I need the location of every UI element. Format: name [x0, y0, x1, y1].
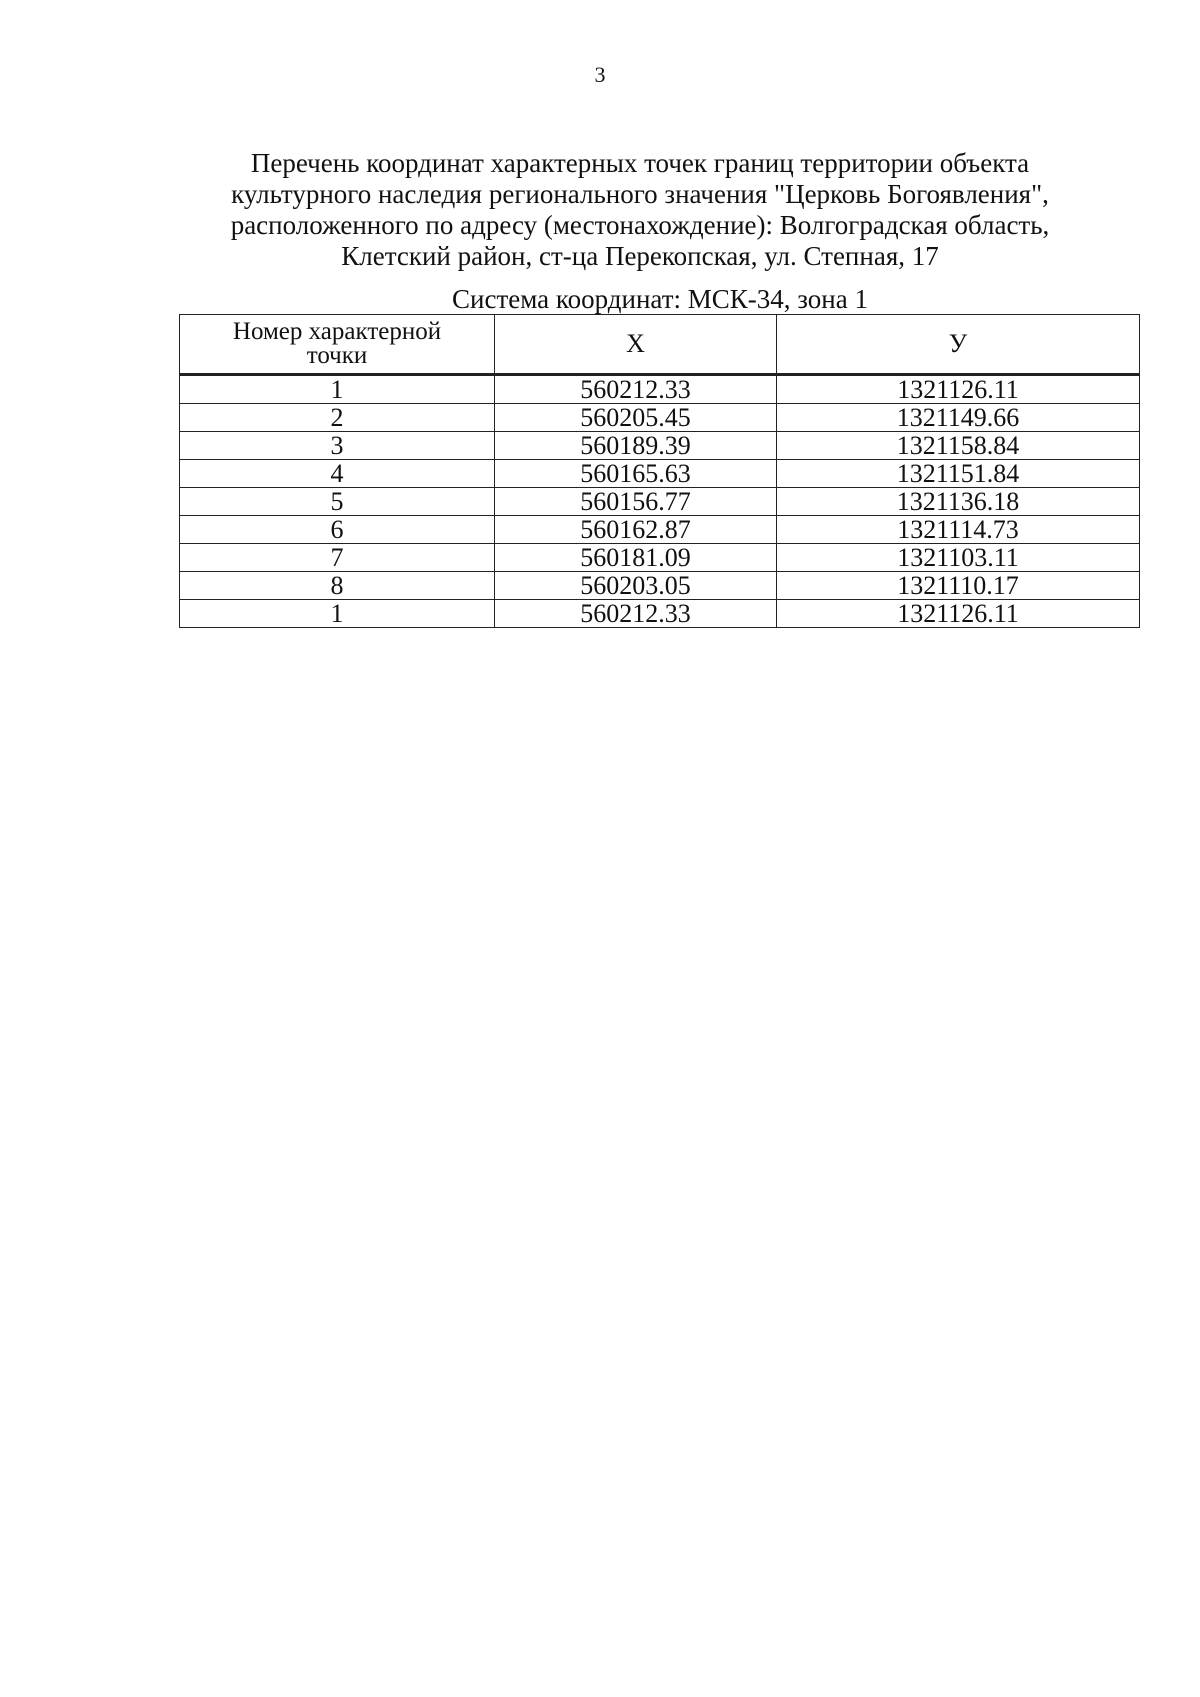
header-x: Х [495, 315, 777, 375]
y-coordinate-cell: 1321126.11 [777, 600, 1140, 628]
header-point-number [180, 315, 495, 375]
x-coordinate-cell: 560181.09 [495, 544, 777, 572]
y-coordinate-cell: 1321110.17 [777, 572, 1140, 600]
x-coordinate-cell: 560162.87 [495, 516, 777, 544]
point-number-cell: 7 [180, 544, 495, 572]
document-title [170, 148, 1110, 272]
x-coordinate-cell: 560203.05 [495, 572, 777, 600]
point-number-cell: 5 [180, 488, 495, 516]
coordinate-system-caption: Система координат: МСК-34, зона 1 [452, 284, 868, 314]
page-number: 3 [594, 62, 606, 87]
y-coordinate-cell: 1321151.84 [777, 460, 1140, 488]
y-coordinate-cell: 1321114.73 [777, 516, 1140, 544]
title-line: Перечень координат характерных точек границ территории объекта [250, 148, 1030, 178]
y-coordinate-cell: 1321126.11 [777, 375, 1140, 404]
table-row [180, 600, 1140, 628]
point-number-cell: 3 [180, 432, 495, 460]
table-row [180, 375, 1140, 404]
table-row [180, 488, 1140, 516]
x-coordinate-cell: 560156.77 [495, 488, 777, 516]
point-number-cell: 6 [180, 516, 495, 544]
header-y: У [777, 315, 1140, 375]
table-row [180, 572, 1140, 600]
y-coordinate-cell: 1321149.66 [777, 404, 1140, 432]
x-coordinate-cell: 560165.63 [495, 460, 777, 488]
table-row [180, 460, 1140, 488]
x-coordinate-cell: 560205.45 [495, 404, 777, 432]
header-point-number-line2: точки [306, 342, 368, 369]
table-row [180, 404, 1140, 432]
y-coordinate-cell: 1321103.11 [777, 544, 1140, 572]
table-row [180, 516, 1140, 544]
y-coordinate-cell: 1321158.84 [777, 432, 1140, 460]
coordinates-table [179, 314, 1140, 628]
point-number-cell: 1 [180, 375, 495, 404]
point-number-cell: 2 [180, 404, 495, 432]
table-header-row [180, 315, 1140, 375]
table-row [180, 432, 1140, 460]
title-line: расположенного по адресу (местонахождение): Волгоградская область, [230, 210, 1050, 240]
title-line: Клетский район, ст-ца Перекопская, ул. Степная, 17 [341, 241, 939, 271]
point-number-cell: 8 [180, 572, 495, 600]
y-coordinate-cell: 1321136.18 [777, 488, 1140, 516]
x-coordinate-cell: 560189.39 [495, 432, 777, 460]
title-line: культурного наследия регионального значения "Церковь Богоявления", [231, 179, 1049, 209]
point-number-cell: 1 [180, 600, 495, 628]
x-coordinate-cell: 560212.33 [495, 600, 777, 628]
point-number-cell: 4 [180, 460, 495, 488]
x-coordinate-cell: 560212.33 [495, 375, 777, 404]
header-point-number-line1: Номер характерной [232, 318, 442, 345]
table-row [180, 544, 1140, 572]
